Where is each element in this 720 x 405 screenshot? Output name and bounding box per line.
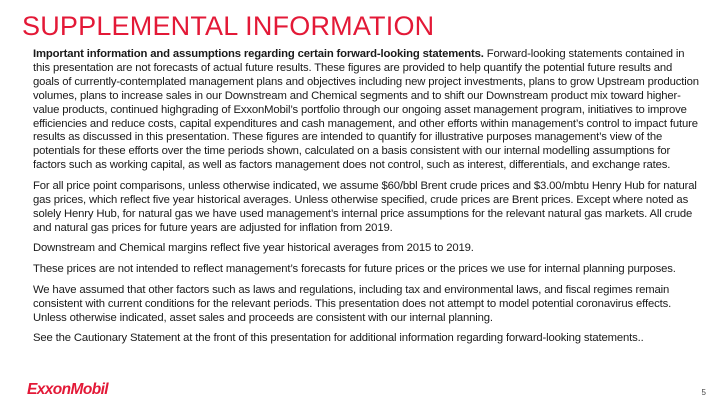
paragraph-forward-looking-text: Forward-looking statements contained in this presentation are not forecasts of actual future results. These figures are provided to help quantify the potential future results and goals of currently-contemplated management plans and objectives including new project investments, plans to grow Upstream production volumes, plans to increase sales in our Downstream and Chemical segments and to shift our Downstream product mix toward higher-value products, continued highgrading of ExxonMobil’s portfolio through our ongoing asset management program, initiatives to improve efficiencies and reduce costs, capital expenditures and cash management, and other efforts within management’s control to impact future results as discussed in this presentation. These figures are intended to quantify for illustrative purposes management’s view of the potentials for these efforts over the time periods shown, calculated on a basis consistent with our internal modelling assumptions for factors such as working capital, as well as factors management does not control, such as interest, differentials, and exchange rates. (33, 48, 699, 172)
page-title: SUPPLEMENTAL INFORMATION (22, 11, 435, 41)
paragraph-margins: Downstream and Chemical margins reflect five year historical averages from 2015 to 2019. (33, 242, 474, 255)
exxonmobil-logo: ExxonMobil (27, 381, 108, 398)
body-text (33, 48, 699, 353)
paragraph-forward-looking (33, 48, 699, 173)
paragraph-lead-in: Important information and assumptions regarding certain forward-looking statements. (33, 48, 484, 60)
paragraph-price-disclaimer: These prices are not intended to reflect management’s forecasts for future prices or the prices we use for internal planning purposes. (33, 263, 676, 276)
paragraph-price-assumptions: For all price point comparisons, unless otherwise indicated, we assume $60/bbl Brent crude prices and $3.00/mbtu Henry Hub for natural gas prices, which reflect five year historical averages. Unless otherwise specified, crude prices are Brent prices. Except where noted as solely Henry Hub, for natural gas we have used management’s internal price assumptions for the relevant natural gas markets. All crude and natural gas prices for future years are adjusted for inflation from 2019. (33, 179, 697, 234)
paragraph-cautionary-statement: See the Cautionary Statement at the front of this presentation for additional information regarding forward-looking statements.. (33, 332, 644, 345)
paragraph-other-factors: We have assumed that other factors such as laws and regulations, including tax and environmental laws, and fiscal regimes remain consistent with current conditions for the relevant periods. This presentation does not attempt to model potential coronavirus effects. Unless otherwise indicated, asset sales and proceeds are consistent with our internal planning. (33, 283, 672, 324)
page-number: 5 (701, 388, 706, 397)
